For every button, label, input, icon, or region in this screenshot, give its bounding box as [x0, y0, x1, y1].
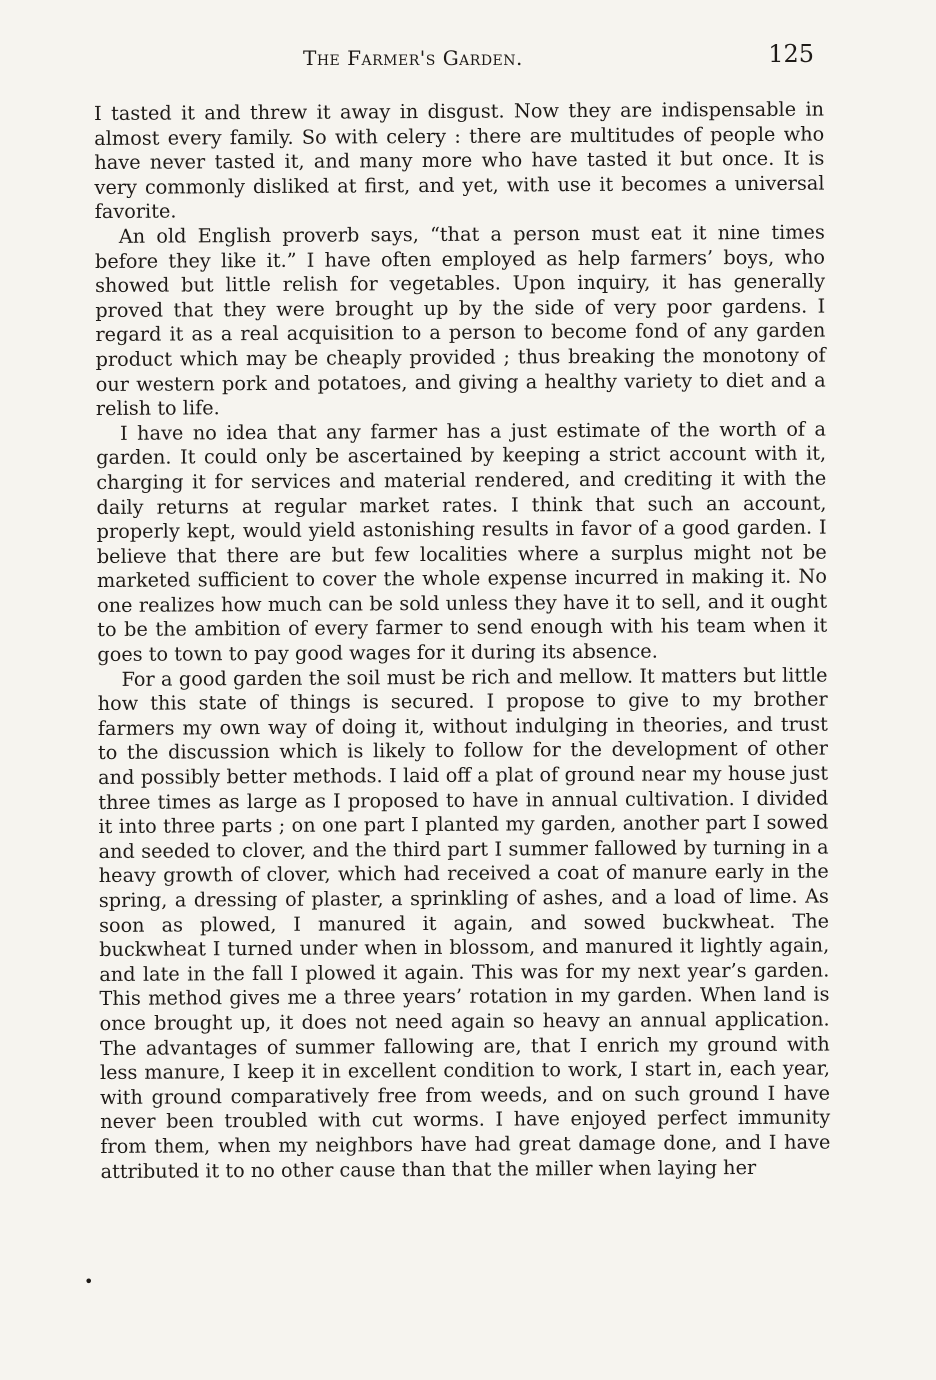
running-header	[88, 40, 828, 80]
paragraph: I tasted it and threw it away in disgust. Now they are indispensable in almost every family. So with celery : there are multitudes of people who have never tasted it, and many more who have tasted it but once. It is very commonly disliked at first, and yet, with use it becomes a universal favorite.	[94, 97, 825, 224]
running-title: The Farmer's Garden.	[303, 46, 523, 70]
body-text	[94, 98, 831, 1185]
paragraph: For a good garden the soil must be rich and mellow. It matters but little how this state of things is secured. I propose to give to my brother farmers my own way of doing it, without indulging in theories, and trust to the discussion which is likely to follow for the development of other and possibly better methods. I laid off a plat of ground near my house just three times as large as I proposed to have in annual cultivation. I divided it into three parts ; on one part I planted my garden, another part I sowed and seeded to clover, and the third part I summer fallowed by turning in a heavy growth of clover, which had received a coat of manure early in the spring, a dressing of plaster, a sprinkling of ashes, and a load of lime. As soon as plowed, I manured it again, and sowed buckwheat. The buckwheat I turned under when in blossom, and manured it lightly again, and late in the fall I plowed it again. This was for my next year’s garden. This method gives me a three years’ rotation in my garden. When land is once brought up, it does not need again so heavy an annual application. The advantages of summer fallowing are, that I enrich my ground with less manure, I keep it in excellent condition to work, I start in, each year, with ground comparatively free from weeds, and on such ground I have never been troubled with cut worms. I have enjoyed perfect immunity from them, when my neighbors have had great damage done, and I have attributed it to no other cause than that the miller when laying her	[97, 663, 831, 1183]
paragraph: I have no idea that any farmer has a just estimate of the worth of a garden. It could only be ascertained by keeping a strict account with it, charging it for services and material rendered, and crediting it with the daily returns at regular market rates. I think that such an account, properly kept, would yield astonishing results in favor of a good garden. I believe that there are but few localities where a surplus might not be marketed sufficient to cover the whole expense incurred in making it. No one realizes how much can be sold unless they have it to sell, and it ought to be the ambition of every farmer to send enough with his team when it goes to town to pay good wages for it during its absence.	[96, 417, 828, 667]
margin-mark: •	[84, 1272, 94, 1291]
paragraph: An old English proverb says, “that a person must eat it nine times before they like it.” I have often employed as help farmers’ boys, who showed but little relish for vegetables. Upon inquiry, it has generally proved that they were brought up by the side of very poor gardens. I regard it as a real acquisition to a person to become fond of any garden product which may be cheaply provided ; thus breaking the monotony of our western pork and potatoes, and giving a healthy variety to diet and a relish to life.	[94, 220, 826, 421]
page-number: 125	[768, 40, 814, 68]
